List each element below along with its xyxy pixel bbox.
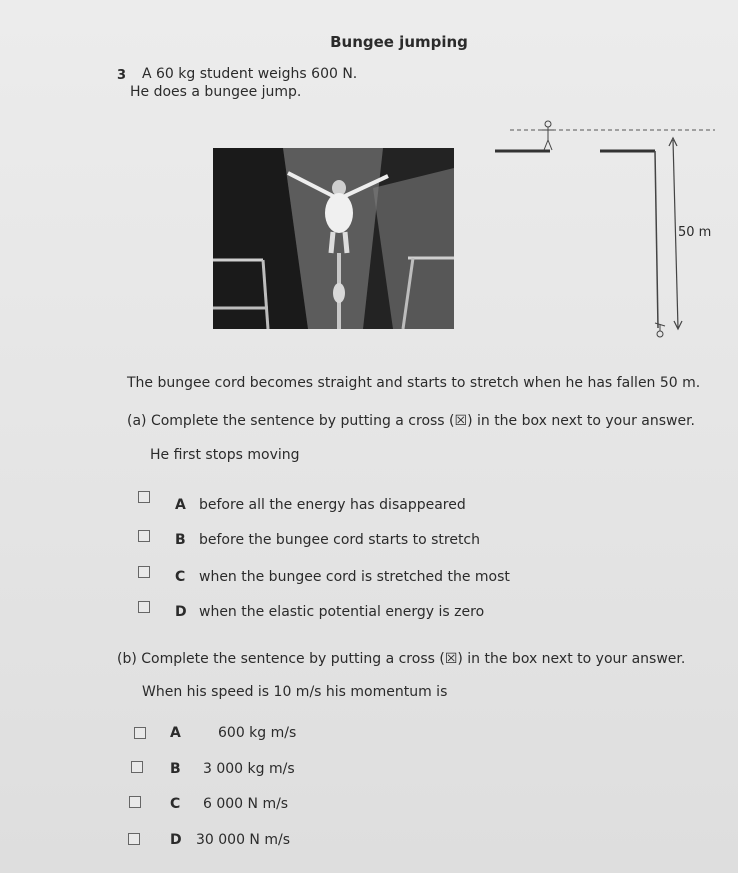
empty-checkbox-icon[interactable] — [129, 796, 141, 808]
page-title: Bungee jumping — [330, 33, 468, 51]
part-a-instruction: (a) Complete the sentence by putting a cross (☒) in the box next to your answer. — [127, 413, 696, 429]
option-letter: D — [170, 832, 182, 848]
option-text: 600 kg m/s — [218, 725, 297, 741]
empty-checkbox-icon[interactable] — [138, 566, 150, 578]
empty-checkbox-icon[interactable] — [128, 833, 140, 845]
empty-checkbox-icon[interactable] — [134, 727, 146, 739]
option-text: 30 000 N m/s — [196, 832, 291, 848]
option-letter: C — [170, 796, 181, 812]
part-a-stem: He first stops moving — [150, 447, 300, 463]
option-text: 6 000 N m/s — [203, 796, 289, 812]
empty-checkbox-icon[interactable] — [138, 601, 150, 613]
part-b-instruction: (b) Complete the sentence by putting a cross (☒) in the box next to your answer. — [117, 651, 686, 667]
fall-distance-diagram — [490, 118, 730, 343]
question-number: 3 — [117, 68, 127, 83]
empty-checkbox-icon[interactable] — [131, 761, 143, 773]
empty-checkbox-icon[interactable] — [138, 530, 150, 542]
option-text: before the bungee cord starts to stretch — [199, 532, 480, 548]
option-text: 3 000 kg m/s — [203, 761, 295, 777]
option-letter: A — [175, 497, 186, 513]
intro-line-1: A 60 kg student weighs 600 N. — [142, 66, 358, 82]
distance-label: 50 m — [678, 225, 712, 240]
empty-checkbox-icon[interactable] — [138, 491, 150, 503]
option-letter: B — [170, 761, 181, 777]
intro-line-2: He does a bungee jump. — [130, 84, 302, 100]
statement: The bungee cord becomes straight and starts to stretch when he has fallen 50 m. — [127, 375, 701, 391]
option-text: when the elastic potential energy is zero — [199, 604, 485, 620]
option-letter: C — [175, 569, 186, 585]
option-text: when the bungee cord is stretched the most — [199, 569, 510, 585]
option-letter: B — [175, 532, 186, 548]
option-letter: A — [170, 725, 181, 741]
bungee-photo — [213, 148, 454, 329]
part-b-stem: When his speed is 10 m/s his momentum is — [142, 684, 448, 700]
option-letter: D — [175, 604, 187, 620]
option-text: before all the energy has disappeared — [199, 497, 466, 513]
